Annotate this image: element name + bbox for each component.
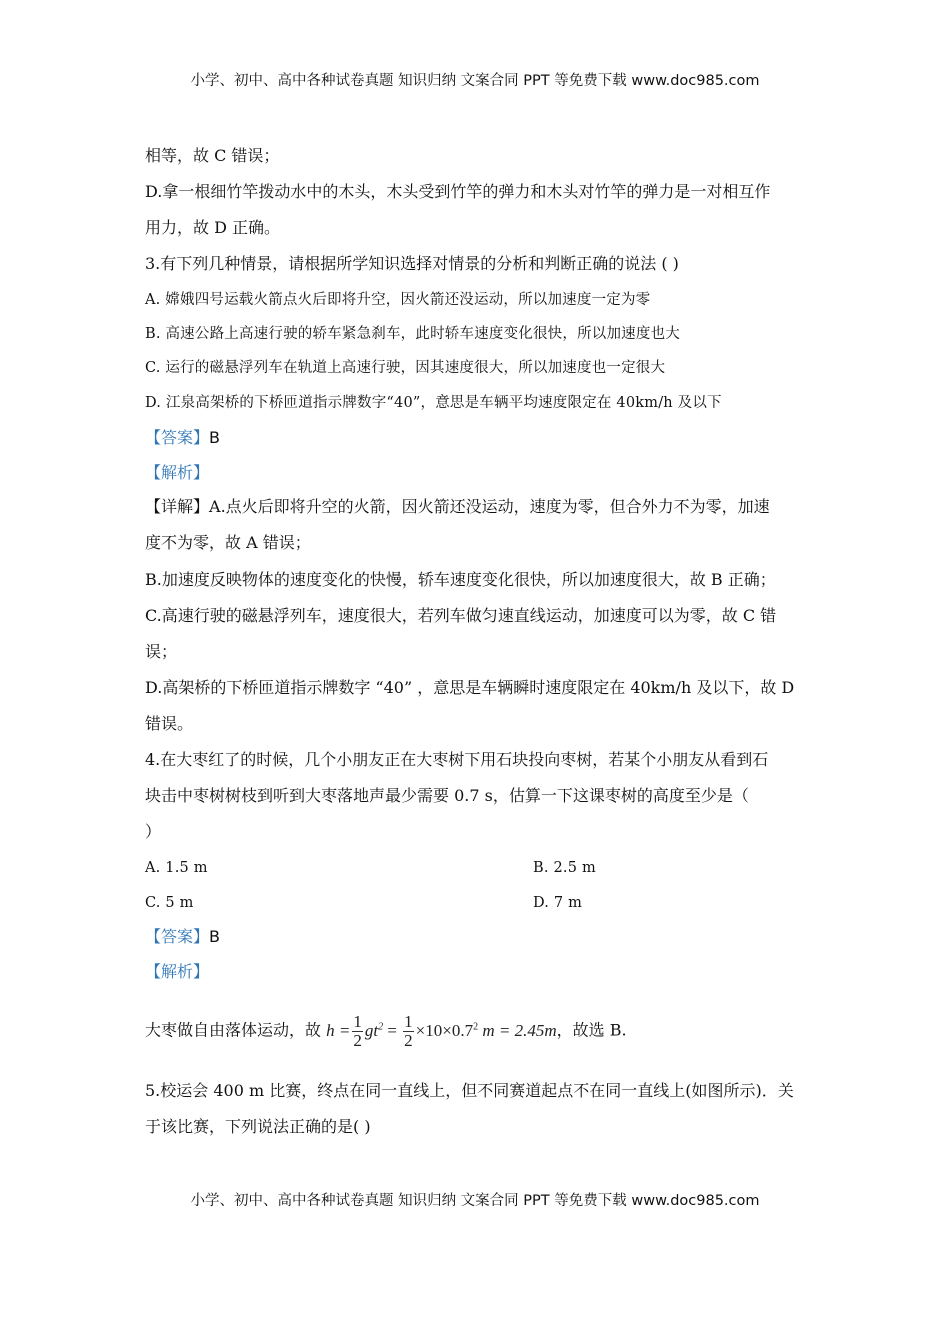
detail-tag: 【详解】 (145, 497, 210, 516)
q4-option-d: D. 7 m (533, 895, 583, 911)
formula-gt: gt (364, 1020, 379, 1040)
q3-detail-line-4: C.高速行驶的磁悬浮列车，速度很大，若列车做匀速直线运动，加速度可以为零，故 C 错 (145, 606, 777, 625)
q3-option-b: B. 高速公路上高速行驶的轿车紧急刹车，此时轿车速度变化很快，所以加速度也大 (145, 326, 680, 342)
q4-option-b: B. 2.5 m (533, 860, 596, 876)
analysis-tag: 【解析】 (145, 463, 210, 482)
formula-exp-2: 2 (473, 1021, 479, 1032)
answer-tag: 【答案】 (145, 428, 210, 447)
q4-option-c: C. 5 m (145, 895, 194, 911)
q5-stem-line-1: 5.校运会 400 m 比赛，终点在同一直线上，但不同赛道起点不在同一直线上(如图所示)．关 (145, 1081, 794, 1100)
q3-analysis (145, 463, 209, 483)
q4-stem-line-3: ） (145, 822, 162, 841)
answer-value: B (209, 927, 220, 946)
q3-detail-line-7: 错误。 (145, 714, 194, 733)
formula-eq: = (387, 1020, 402, 1040)
detail-text: A.点火后即将升空的火箭，因火箭还没运动，速度为零，但合外力不为零，加速 (209, 497, 770, 516)
formula-exp: 2 (378, 1021, 384, 1032)
frac-num: 1 (353, 1012, 362, 1032)
q2-tail-line-2: D.拿一根细竹竿拨动水中的木头，木头受到竹竿的弹力和木头对竹竿的弹力是一对相互作 (145, 182, 771, 201)
q5-stem-line-2: 于该比赛，下列说法正确的是( ) (145, 1117, 371, 1136)
free-fall-formula (326, 1012, 557, 1051)
formula-lhs: h = (326, 1020, 351, 1040)
frac-den: 2 (404, 1031, 413, 1051)
analysis-tag: 【解析】 (145, 962, 210, 981)
formula-times: ×10×0.7 (415, 1020, 474, 1040)
q4-analysis (145, 962, 209, 982)
answer-value: B (209, 428, 220, 447)
q3-detail-line-3: B.加速度反映物体的速度变化的快慢，轿车速度变化很快，所以加速度很大，故 B 正确； (145, 570, 776, 589)
q3-detail-line-2: 度不为零，故 A 错误； (145, 533, 311, 552)
formula-result: m = 2.45m (482, 1020, 557, 1040)
frac-den: 2 (353, 1031, 362, 1051)
q3-detail-line-6: D.高架桥的下桥匝道指示牌数字 “40” ，意思是车辆瞬时速度限定在 40km/h 及以下，故 D (145, 678, 795, 697)
solution-prefix: 大枣做自由落体运动，故 (145, 1020, 327, 1040)
q4-stem-line-1: 4.在大枣红了的时候，几个小朋友正在大枣树下用石块投向枣树，若某个小朋友从看到石 (145, 750, 769, 769)
q2-tail-line-3: 用力，故 D 正确。 (145, 218, 281, 237)
q3-stem: 3.有下列几种情景，请根据所学知识选择对情景的分析和判断正确的说法 ( ) (145, 254, 679, 273)
q2-tail-line-1: 相等，故 C 错误； (145, 146, 280, 165)
q3-option-a: A. 嫦娥四号运载火箭点火后即将升空，因火箭还没运动，所以加速度一定为零 (145, 292, 651, 308)
q3-detail-line-1 (145, 497, 770, 517)
q3-option-c: C. 运行的磁悬浮列车在轨道上高速行驶，因其速度很大，所以加速度也一定很大 (145, 360, 666, 376)
page-header: 小学、初中、高中各种试卷真题 知识归纳 文案合同 PPT 等免费下载 www.doc985.com (190, 73, 760, 89)
q3-answer (145, 428, 220, 448)
q4-solution (145, 1008, 627, 1050)
page-footer: 小学、初中、高中各种试卷真题 知识归纳 文案合同 PPT 等免费下载 www.doc985.com (190, 1193, 760, 1209)
frac-num: 1 (404, 1012, 413, 1032)
fraction-half (352, 1013, 363, 1050)
solution-suffix: ，故选 B. (556, 1020, 627, 1040)
q4-answer (145, 927, 220, 947)
q3-detail-line-5: 误； (145, 642, 178, 661)
q4-option-a: A. 1.5 m (145, 860, 208, 876)
answer-tag: 【答案】 (145, 927, 210, 946)
q4-stem-line-2: 块击中枣树树枝到听到大枣落地声最少需要 0.7 s，估算一下这课枣树的高度至少是（ (145, 786, 749, 805)
fraction-half-2 (403, 1013, 414, 1050)
q3-option-d: D. 江泉高架桥的下桥匝道指示牌数字“40”，意思是车辆平均速度限定在 40km/h 及以下 (145, 395, 722, 411)
